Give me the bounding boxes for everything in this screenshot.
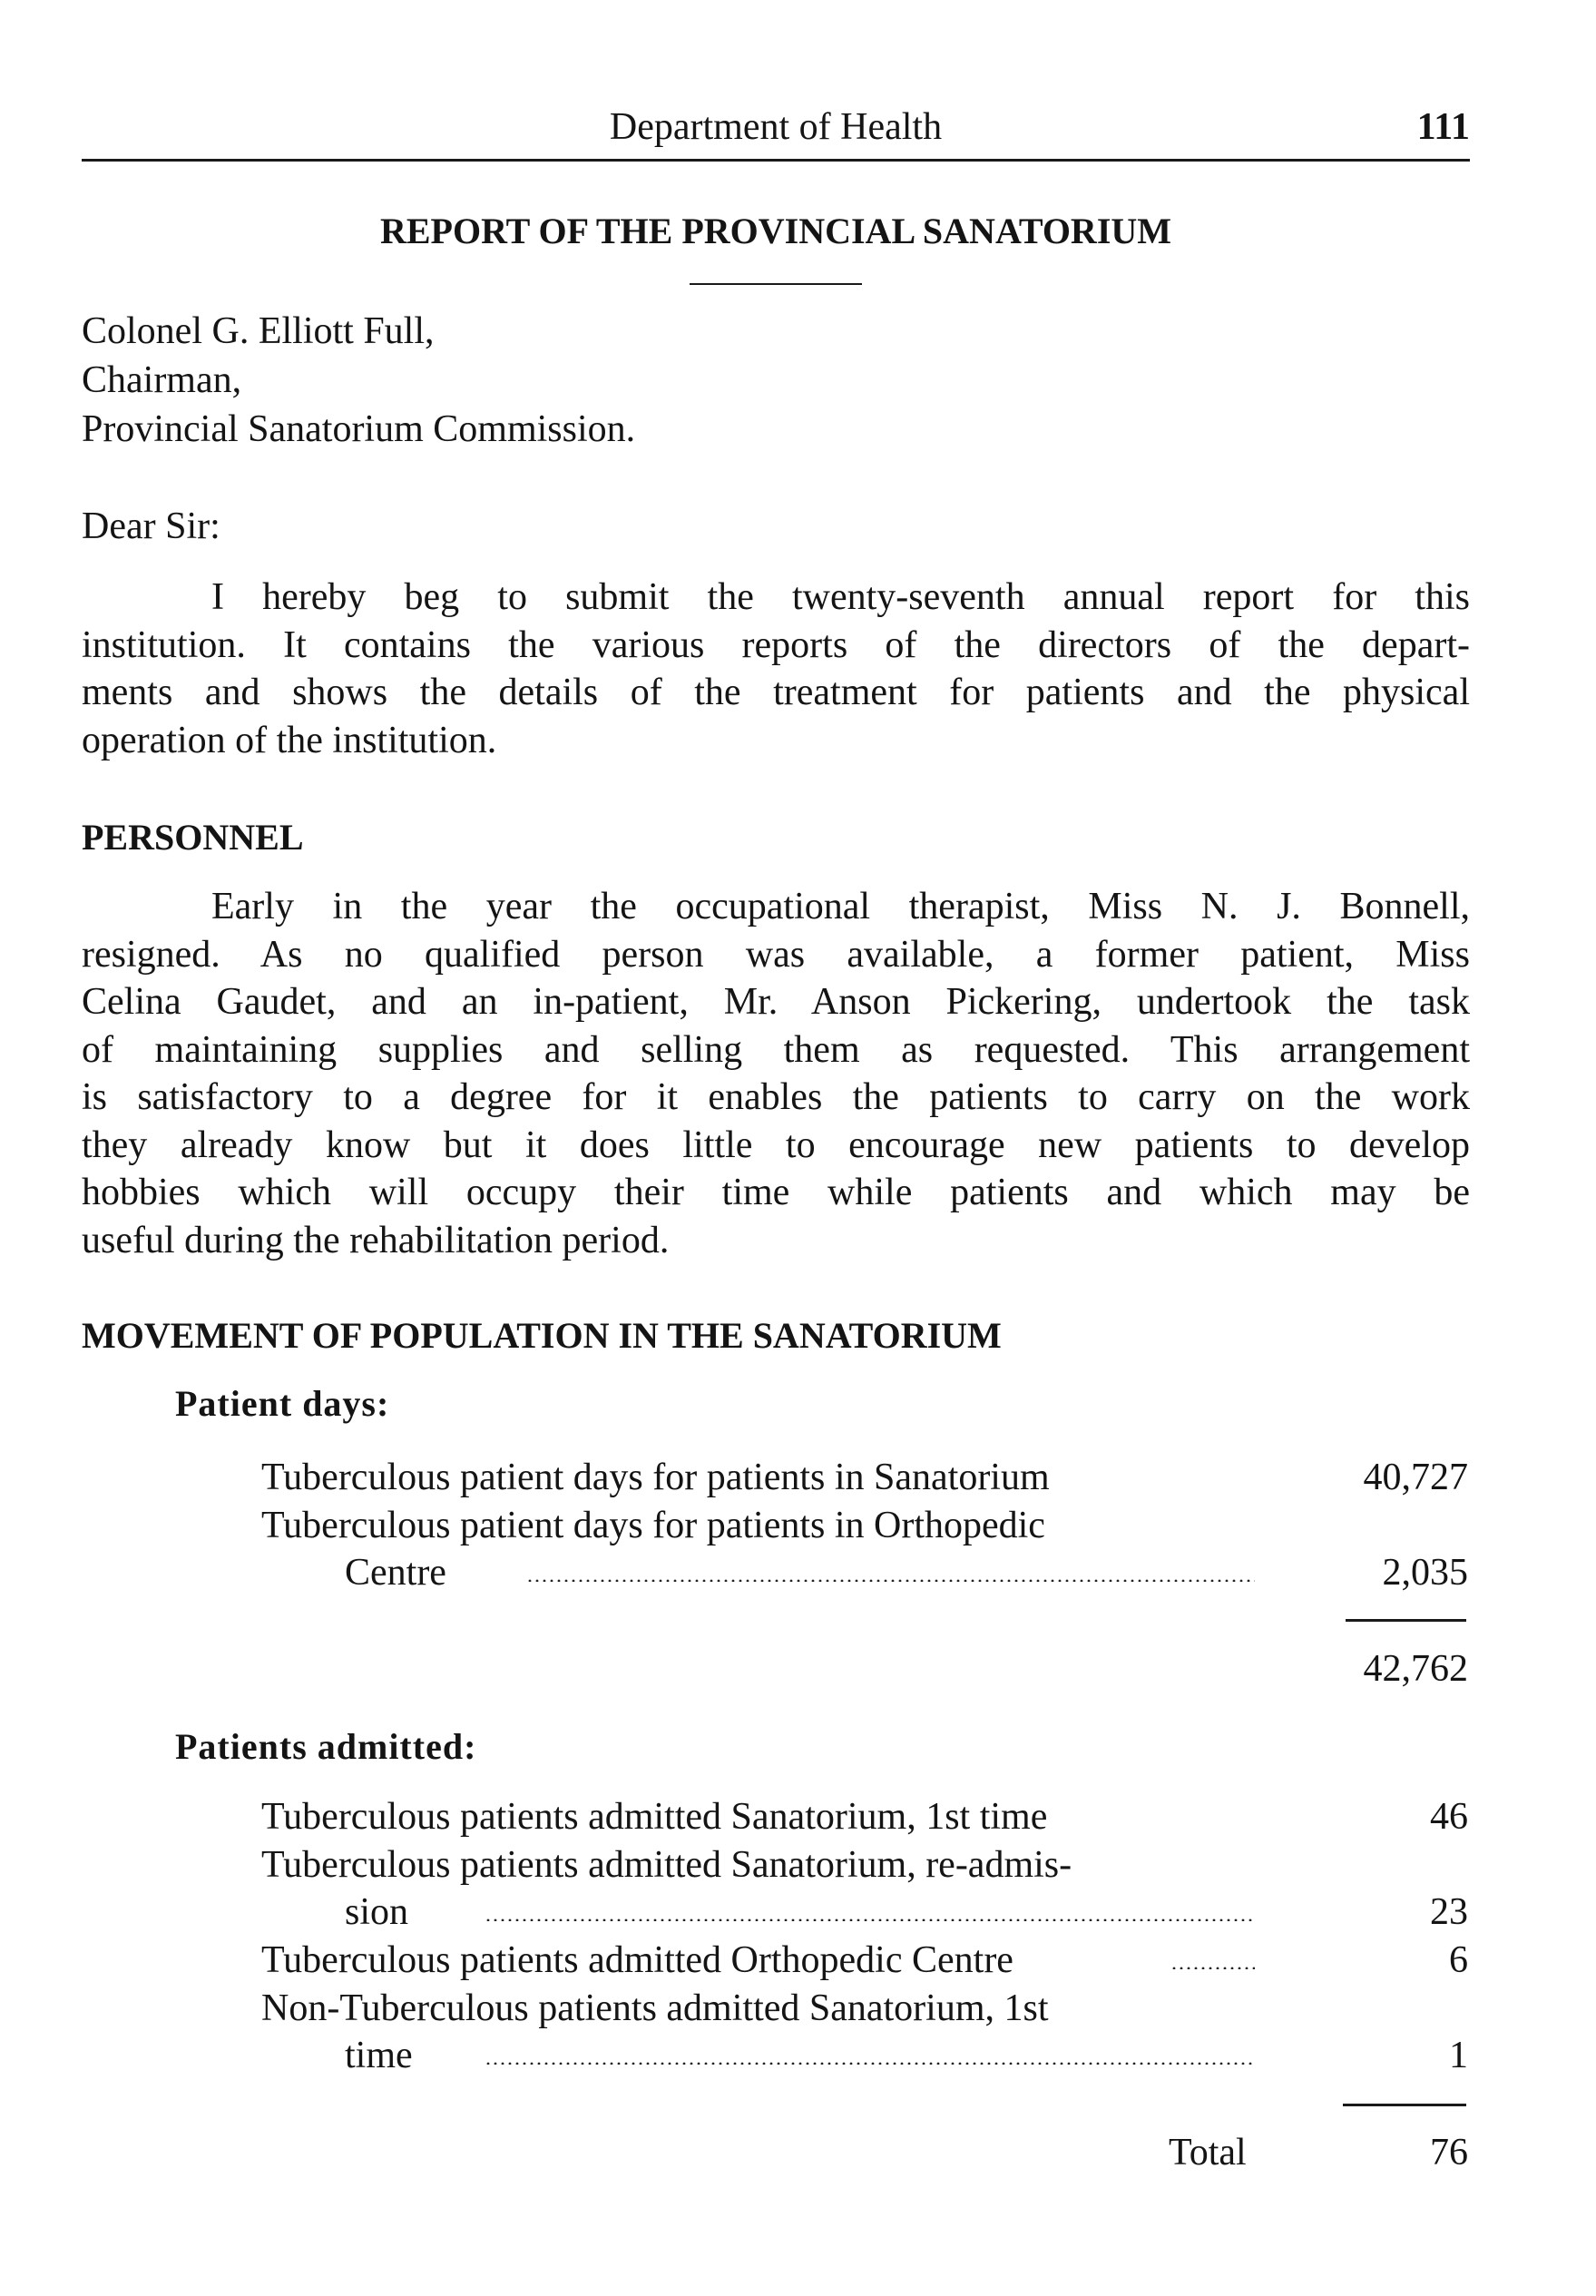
row-value: 2,035 <box>1382 1552 1468 1594</box>
table-row <box>261 1453 1268 1502</box>
personnel-heading: PERSONNEL <box>82 817 304 858</box>
paragraph-line: hobbies which will occupy their time while patients and which may be <box>82 1172 1470 1213</box>
address-line-name: Colonel G. Elliott Full, <box>82 310 435 352</box>
table-row <box>261 1984 1268 2033</box>
paragraph-line: of maintaining supplies and selling them as requested. This arrangement <box>82 1028 1470 1071</box>
personnel-paragraph <box>82 883 1470 1264</box>
dot-leader <box>485 1918 1255 1921</box>
paragraph-line: they already know but it does little to encourage new patients to develop <box>82 1123 1470 1166</box>
table-row-continued <box>261 2031 1268 2080</box>
salutation: Dear Sir: <box>82 505 220 547</box>
page-number: 111 <box>1416 106 1470 148</box>
table-row <box>261 1840 1268 1889</box>
header-rule <box>82 159 1470 162</box>
address-line-org: Provincial Sanatorium Commission. <box>82 408 636 450</box>
row-label: Tuberculous patients admitted Sanatorium, 1st time <box>261 1796 1048 1838</box>
patient-days-subheading: Patient days: <box>175 1383 390 1424</box>
paragraph-line: resigned. As no qualified person was available, a former patient, Miss <box>82 933 1470 976</box>
table-row <box>261 1936 1268 1985</box>
paragraph-line: Early in the year the occupational therapist, Miss N. J. Bonnell, <box>211 886 1470 927</box>
paragraph-line: operation of the institution. <box>82 719 497 761</box>
paragraph-line: is satisfactory to a degree for it enables the patients to carry on the work <box>82 1076 1470 1118</box>
row-label: Tuberculous patients admitted Sanatorium, re-admis- <box>261 1844 1072 1886</box>
row-label: sion <box>345 1891 409 1933</box>
row-value: 46 <box>1430 1796 1468 1838</box>
movement-heading: MOVEMENT OF POPULATION IN THE SANATORIUM <box>82 1315 1002 1356</box>
sum-rule <box>1346 1619 1466 1622</box>
intro-paragraph <box>82 574 1470 764</box>
subtotal-value: 42,762 <box>1363 1648 1468 1690</box>
row-label: Tuberculous patient days for patients in Orthopedic <box>261 1505 1045 1546</box>
total-value: 76 <box>1430 2132 1468 2173</box>
report-title: REPORT OF THE PROVINCIAL SANATORIUM <box>379 211 1172 251</box>
row-value: 1 <box>1449 2035 1468 2076</box>
row-value: 23 <box>1430 1891 1468 1933</box>
running-title: Department of Health <box>609 106 943 148</box>
total-label: Total <box>1169 2132 1247 2173</box>
table-row-continued <box>261 1888 1268 1937</box>
row-label: Non-Tuberculous patients admitted Sanatorium, 1st <box>261 1987 1049 2029</box>
row-label: time <box>345 2035 413 2076</box>
dot-leader <box>485 2062 1255 2065</box>
paragraph-line: useful during the rehabilitation period. <box>82 1219 670 1261</box>
total-rule <box>1343 2104 1466 2106</box>
table-row <box>261 1792 1268 1841</box>
address-line-title: Chairman, <box>82 359 242 401</box>
dot-leader <box>1170 1967 1255 1969</box>
paragraph-line: I hereby beg to submit the twenty-seventh annual report for this <box>211 576 1470 618</box>
paragraph-line: Celina Gaudet, and an in-patient, Mr. Anson Pickering, undertook the task <box>82 981 1470 1023</box>
row-label: Centre <box>345 1552 446 1594</box>
paragraph-line: institution. It contains the various reports of the directors of the depart- <box>82 623 1470 666</box>
patients-admitted-subheading: Patients admitted: <box>175 1726 477 1767</box>
table-row-continued <box>261 1548 1268 1597</box>
row-value: 6 <box>1449 1939 1468 1981</box>
table-row <box>261 1501 1268 1550</box>
row-value: 40,727 <box>1363 1457 1468 1498</box>
row-label: Tuberculous patients admitted Orthopedic Centre <box>261 1939 1013 1981</box>
dot-leader <box>526 1579 1255 1582</box>
paragraph-line: ments and shows the details of the treatment for patients and the physical <box>82 672 1470 713</box>
row-label: Tuberculous patient days for patients in Sanatorium <box>261 1457 1050 1498</box>
title-rule <box>690 283 862 285</box>
